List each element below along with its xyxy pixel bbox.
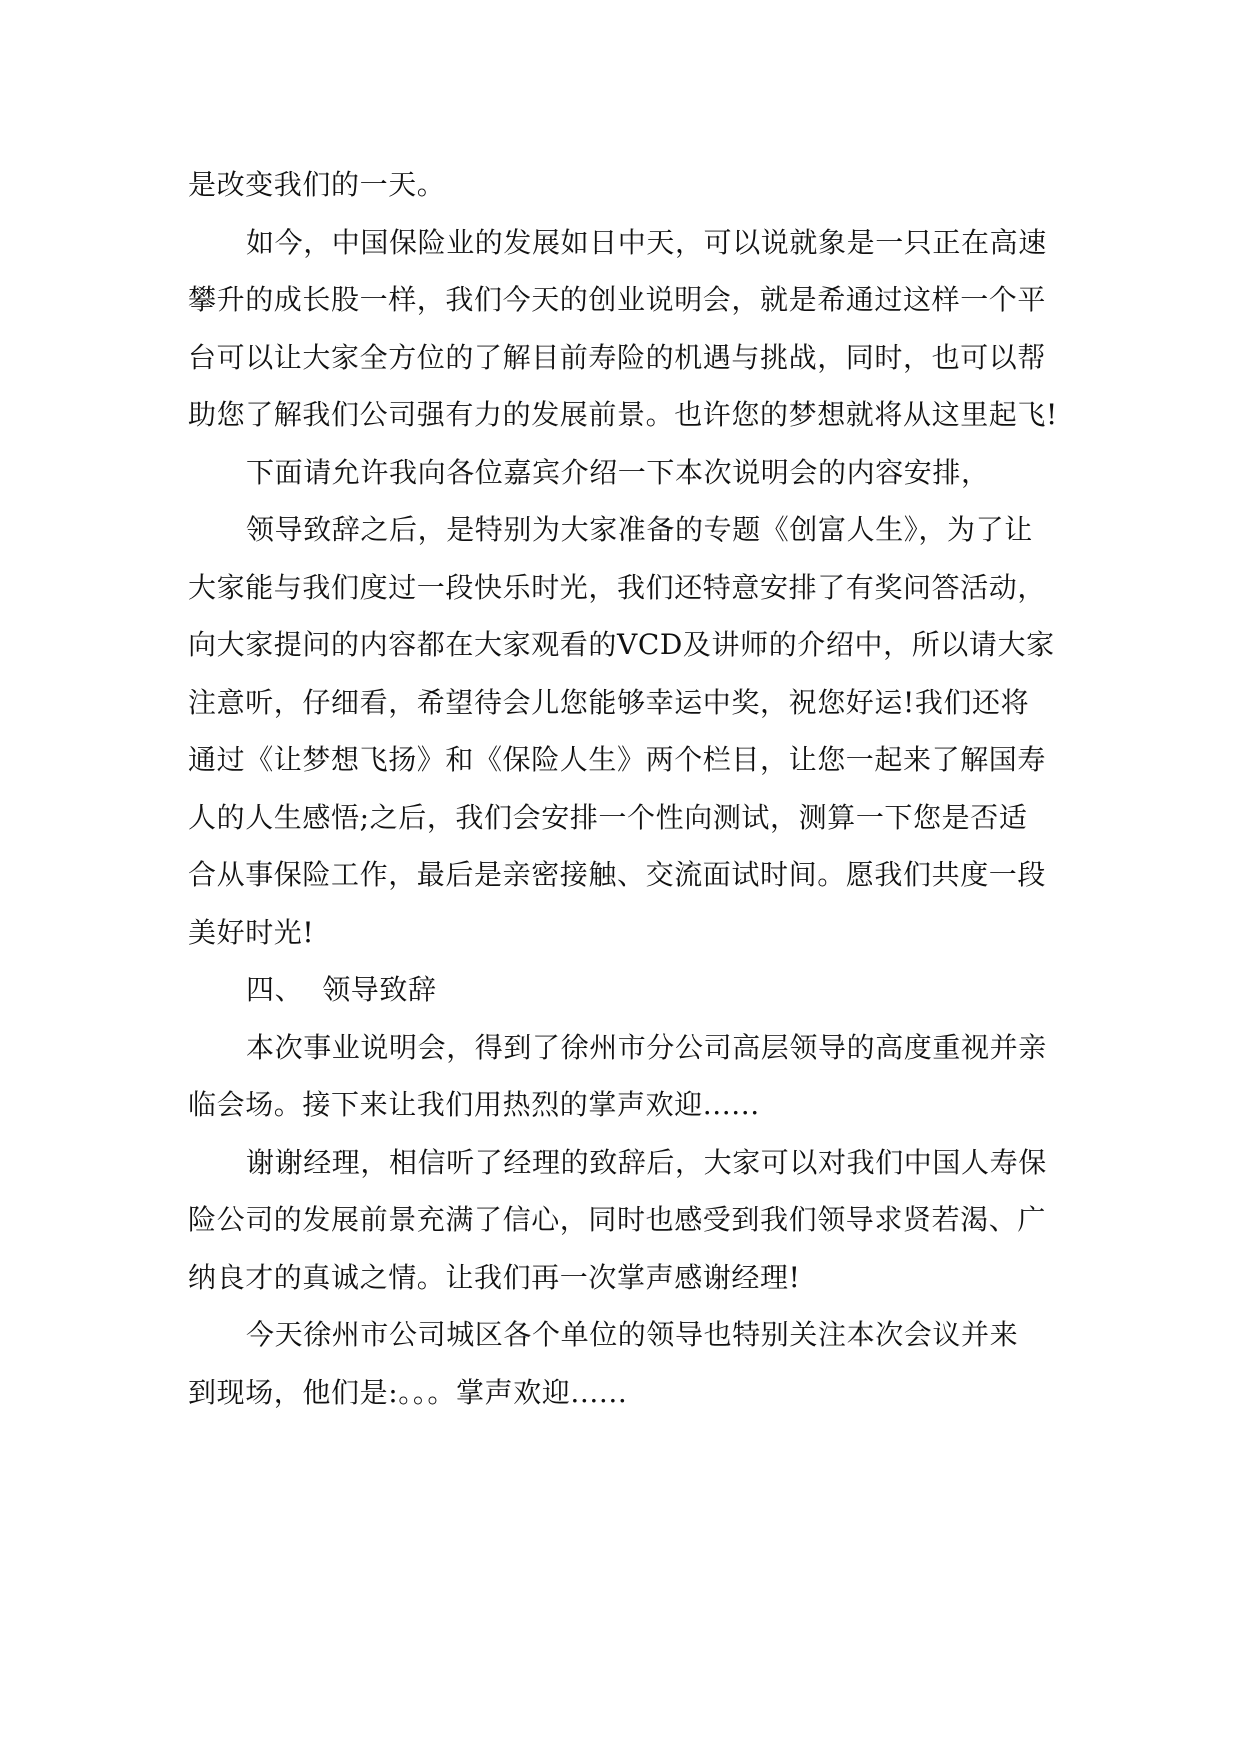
paragraph-continuation [188,156,1052,214]
text-line: 美好时光! [188,915,315,949]
paragraph-agenda-intro [188,444,1052,502]
text-line: 纳良才的真诚之情。让我们再一次掌声感谢经理! [188,1260,801,1294]
paragraph-agenda-details [188,501,1055,961]
text-line: 台可以让大家全方位的了解目前寿险的机遇与挑战，同时，也可以帮 [188,340,1047,374]
text-line: 到现场，他们是:。。。掌声欢迎...... [188,1375,628,1409]
paragraph-leader-welcome [188,1019,1052,1134]
text-line: 通过《让梦想飞扬》和《保险人生》两个栏目，让您一起来了解国寿 [188,743,1047,776]
text-line: 人的人生感悟;之后，我们会安排一个性向测试，测算一下您是否适 [188,800,1028,834]
text-line: 攀升的成长股一样，我们今天的创业说明会，就是希通过这样一个平 [188,283,1047,316]
text-line: 是改变我们的一天。 [188,168,446,201]
text-line: 谢谢经理，相信听了经理的致辞后，大家可以对我们中国人寿保 [246,1145,1047,1179]
text-line: 本次事业说明会，得到了徐州市分公司高层领导的高度重视并亲 [246,1030,1047,1064]
text-line: 险公司的发展前景充满了信心，同时也感受到我们领导求贤若渴、广 [188,1203,1047,1236]
section-heading: 四、 领导致辞 [246,973,437,1006]
text-line: 向大家提问的内容都在大家观看的VCD及讲师的介绍中，所以请大家 [188,628,1055,661]
paragraph-insurance-industry [188,214,1058,444]
text-line: 合从事保险工作，最后是亲密接触、交流面试时间。愿我们共度一段 [188,858,1047,891]
text-line: 大家能与我们度过一段快乐时光，我们还特意安排了有奖问答活动， [188,570,1047,604]
text-line: 注意听，仔细看，希望待会儿您能够幸运中奖，祝您好运!我们还将 [188,685,1030,719]
document-body [188,156,1058,1421]
paragraph-thanks-manager [188,1134,1052,1307]
text-line: 领导致辞之后，是特别为大家准备的专题《创富人生》，为了让 [246,513,1033,546]
paragraph-guests-intro [188,1306,1052,1421]
text-line: 今天徐州市公司城区各个单位的领导也特别关注本次会议并来 [246,1318,1019,1351]
text-line: 下面请允许我向各位嘉宾介绍一下本次说明会的内容安排， [246,455,990,489]
text-line: 助您了解我们公司强有力的发展前景。也许您的梦想就将从这里起飞! [188,398,1058,431]
text-line: 临会场。接下来让我们用热烈的掌声欢迎...... [188,1088,760,1121]
text-line: 如今，中国保险业的发展如日中天，可以说就象是一只正在高速 [246,225,1047,259]
